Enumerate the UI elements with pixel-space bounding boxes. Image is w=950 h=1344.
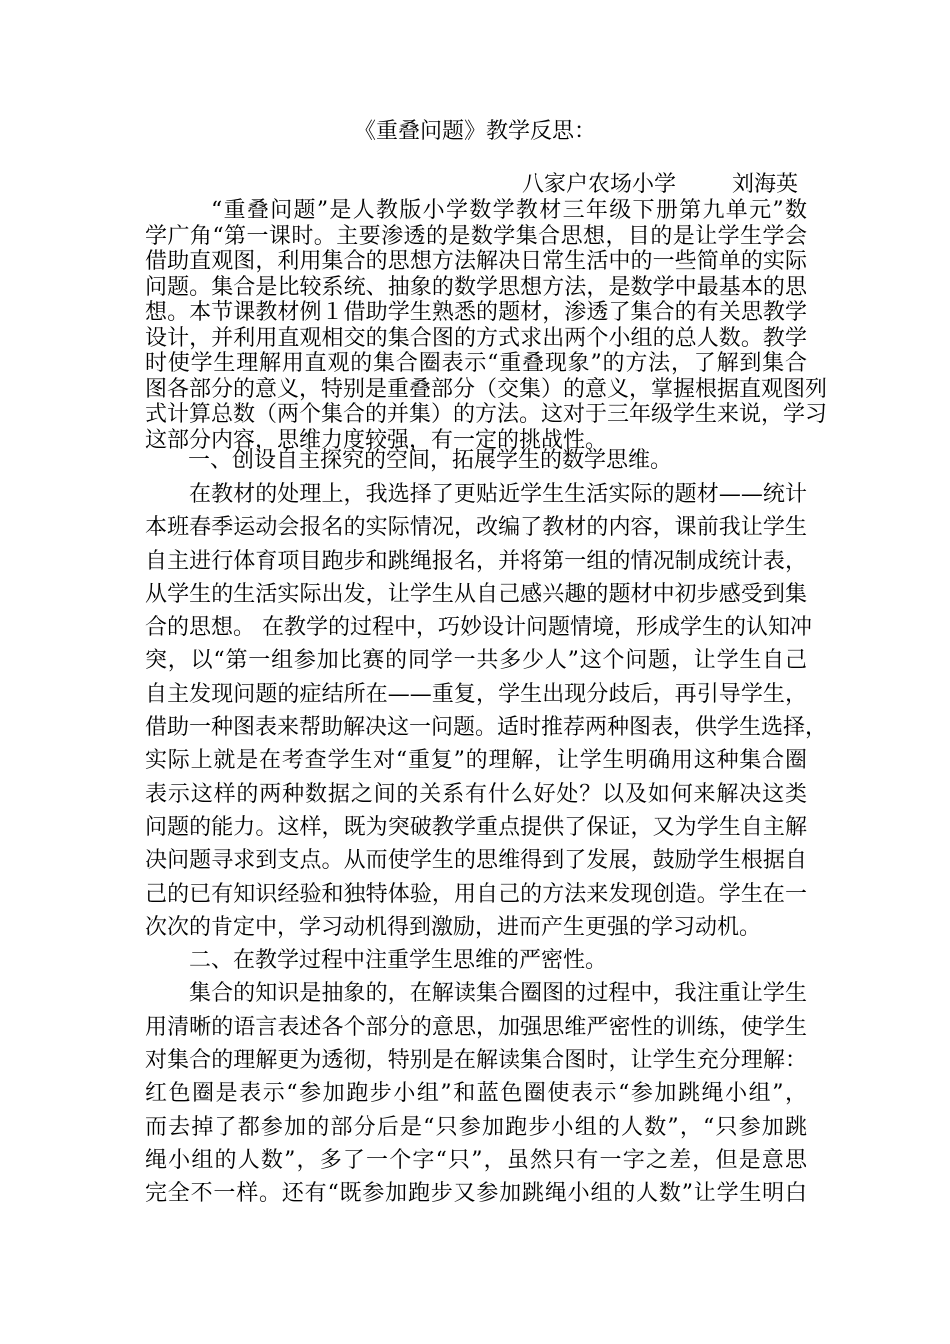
section-heading-2: 二、在教学过程中注重学生思维的严密性。 [189,948,608,974]
section-2-line: 集合的知识是抽象的，在解读集合圈图的过程中，我注重让学生 [189,981,807,1007]
section-2-line: 用清晰的语言表述各个部分的意思，加强思维严密性的训练，使学生 [145,1014,807,1040]
section-1-line: 表示这样的两种数据之间的关系有什么好处？以及如何来解决这类 [145,781,807,807]
section-1-line: 自主进行体育项目跑步和跳绳报名，并将第一组的情况制成统计表， [145,548,807,574]
document-title: 《重叠问题》教学反思： [353,119,596,144]
section-1-line: 实际上就是在考查学生对“重复”的理解，让学生明确用这种集合圈 [145,748,807,774]
intro-line: 这部分内容，思维力度较强，有一定的挑战性。 [145,427,608,453]
section-1-line: 合的思想。 在教学的过程中，巧妙设计问题情境，形成学生的认知冲 [145,615,812,641]
section-1-line: 己的已有知识经验和独特体验，用自己的方法来发现创造。学生在一 [145,881,807,907]
byline [522,170,798,200]
section-1-line: 从学生的生活实际出发，让学生从自己感兴趣的题材中初步感受到集 [145,581,807,607]
intro-line: 式计算总数（两个集合的并集）的方法。这对于三年级学生来说，学习 [145,402,828,427]
section-1-line: 问题的能力。这样，既为突破教学重点提供了保证，又为学生自主解 [145,814,807,840]
section-2-line: 完全不一样。还有“既参加跑步又参加跳绳小组的人数”让学生明白 [145,1181,807,1207]
intro-line: 学广角“第一课时。主要渗透的是数学集合思想，目的是让学生学会 [145,223,807,249]
intro-line: 借助直观图，利用集合的思想方法解决日常生活中的一些简单的实际 [145,249,807,274]
intro-paragraph [145,198,828,453]
section-2-line: 绳小组的人数”，多了一个字“只”，虽然只有一字之差，但是意思 [145,1147,807,1173]
section-1-line: 在教材的处理上，我选择了更贴近学生生活实际的题材——统计 [189,482,807,507]
section-1-paragraph [145,478,828,1211]
section-2-line: 对集合的理解更为透彻，特别是在解读集合图时，让学生充分理解： [145,1048,807,1074]
section-2-line: 红色圈是表示“参加跑步小组”和蓝色圈使表示“参加跳绳小组”， [145,1081,807,1107]
section-1-line: 本班春季运动会报名的实际情况，改编了教材的内容，课前我让学生 [145,515,807,541]
intro-line: 想。本节课教材例１借助学生熟悉的题材，渗透了集合的有关思教学 [145,300,807,325]
intro-line: 图各部分的意义，特别是重叠部分（交集）的意义，掌握根据直观图列 [145,376,828,402]
section-1-line: 突，以“第一组参加比赛的同学一共多少人”这个问题，让学生自己 [145,648,807,674]
section-1-line: 借助一种图表来帮助解决这一问题。适时推荐两种图表，供学生选择， [145,715,828,741]
section-heading-1: 一、创设自主探究的空间，拓展学生的数学思维。 [188,448,673,473]
school-name: 八家户农场小学 [522,172,677,197]
intro-line: 时使学生理解用直观的集合圈表示“重叠现象”的方法，了解到集合 [145,351,807,376]
section-2-line: 而去掉了都参加的部分后是“只参加跑步小组的人数”，“只参加跳 [145,1114,807,1140]
intro-line: “重叠问题”是人教版小学数学教材三年级下册第九单元”数 [211,198,807,223]
section-1-line: 自主发现问题的症结所在——重复，学生出现分歧后，再引导学生， [145,681,807,707]
author-name: 刘海英 [732,172,799,197]
intro-line: 问题。集合是比较系统、抽象的数学思想方法，是数学中最基本的思 [145,274,807,300]
section-1-line: 决问题寻求到支点。从而使学生的思维得到了发展，鼓励学生根据自 [145,848,807,874]
section-1-line: 次次的肯定中，学习动机得到激励，进而产生更强的学习动机。 [145,914,762,940]
intro-line: 设计，并利用直观相交的集合图的方式求出两个小组的总人数。教学 [145,325,807,351]
